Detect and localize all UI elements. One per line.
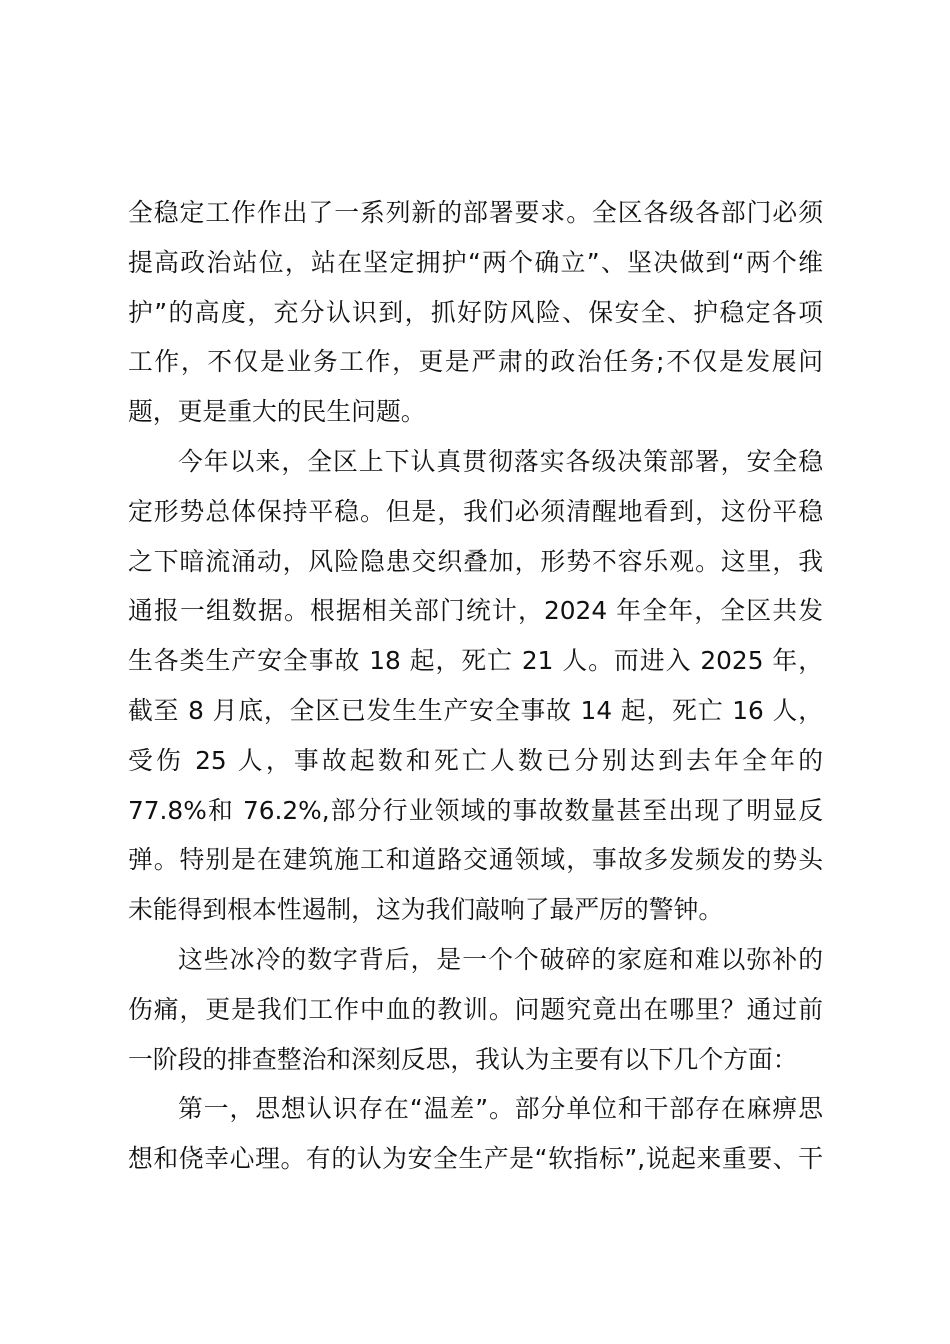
paragraph bbox=[128, 935, 823, 1084]
text-line: 提高政治站位，站在坚定拥护“两个确立”、坚决做到“两个维 bbox=[128, 247, 823, 277]
text-line: 想和侥幸心理。有的认为安全生产是“软指标”,说起来重要、干 bbox=[128, 1144, 823, 1174]
text-line: 通报一组数据。根据相关部门统计，2024 年全年，全区共发 bbox=[128, 596, 823, 626]
text-line: 护”的高度，充分认识到，抓好防风险、保安全、护稳定各项 bbox=[128, 297, 823, 327]
text-line: 今年以来，全区上下认真贯彻落实各级决策部署，安全稳 bbox=[178, 446, 823, 476]
text-line: 这些冰冷的数字背后，是一个个破碎的家庭和难以弥补的 bbox=[178, 944, 823, 974]
text-line: 定形势总体保持平稳。但是，我们必须清醒地看到，这份平稳 bbox=[128, 496, 823, 526]
text-line: 弹。特别是在建筑施工和道路交通领域，事故多发频发的势头 bbox=[128, 845, 823, 875]
text-line: 77.8%和 76.2%,部分行业领域的事故数量甚至出现了明显反 bbox=[128, 795, 823, 825]
text-line: 伤痛，更是我们工作中血的教训。问题究竟出在哪里？通过前 bbox=[128, 994, 823, 1024]
text-line: 未能得到根本性遏制，这为我们敲响了最严厉的警钟。 bbox=[128, 895, 724, 925]
text-line: 全稳定工作作出了一系列新的部署要求。全区各级各部门必须 bbox=[128, 198, 823, 227]
text-line: 生各类生产安全事故 18 起，死亡 21 人。而进入 2025 年， bbox=[128, 646, 823, 676]
paragraph bbox=[128, 188, 823, 437]
document-body bbox=[128, 188, 823, 1184]
text-line: 之下暗流涌动，风险隐患交织叠加，形势不容乐观。这里，我 bbox=[128, 546, 823, 576]
text-line: 截至 8 月底，全区已发生生产安全事故 14 起，死亡 16 人， bbox=[128, 695, 823, 725]
text-line: 工作，不仅是业务工作，更是严肃的政治任务;不仅是发展问 bbox=[128, 347, 823, 377]
text-line: 一阶段的排查整治和深刻反思，我认为主要有以下几个方面： bbox=[128, 1044, 798, 1074]
text-line: 题，更是重大的民生问题。 bbox=[128, 397, 426, 427]
text-line: 第一，思想认识存在“温差”。部分单位和干部存在麻痹思 bbox=[178, 1094, 823, 1124]
text-line: 受伤 25 人，事故起数和死亡人数已分别达到去年全年的 bbox=[128, 745, 823, 775]
paragraph bbox=[128, 437, 823, 935]
paragraph bbox=[128, 1084, 823, 1184]
